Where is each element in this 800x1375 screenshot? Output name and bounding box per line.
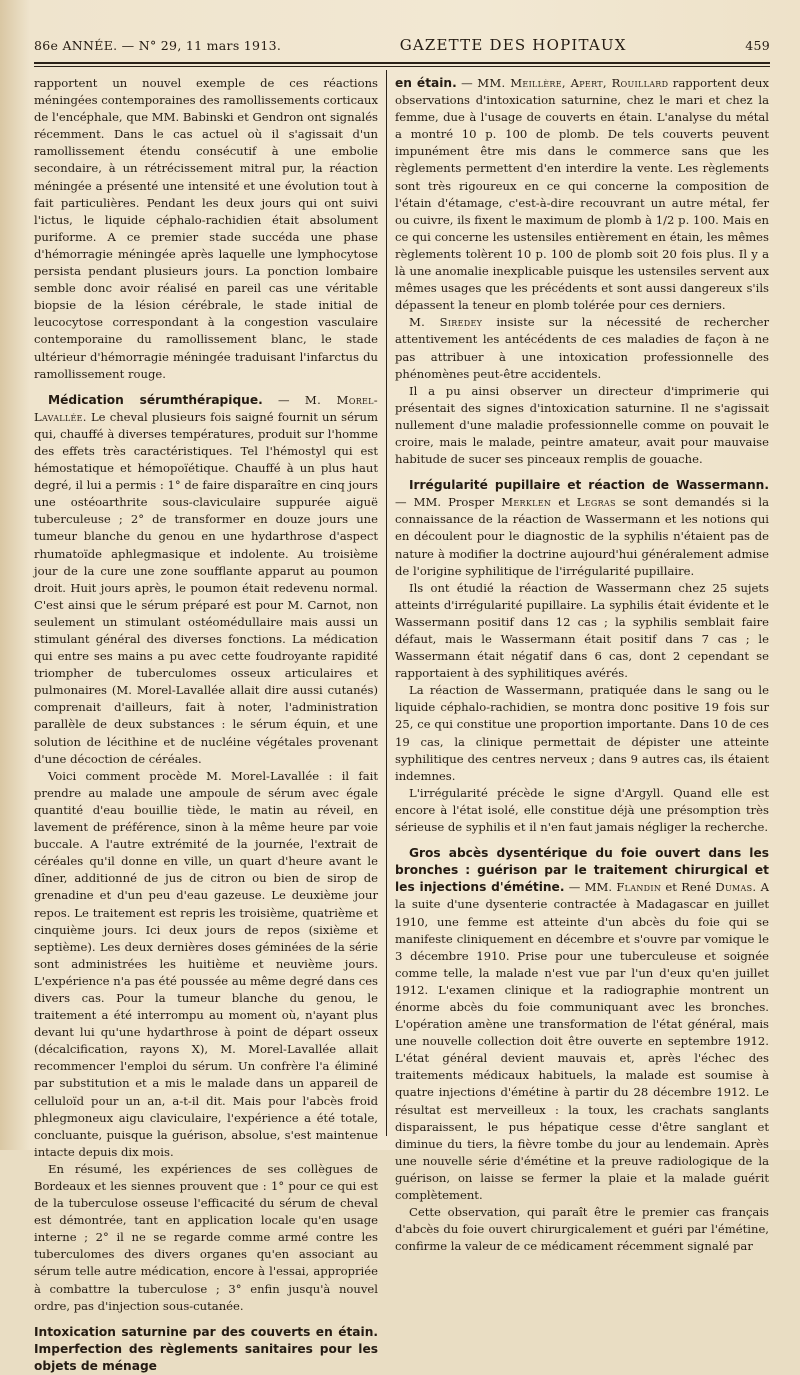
paragraph: L'irrégularité précède le signe d'Argyll. Quand elle est encore à l'état isolé, elle constitue déjà une présomption très sérieuse de syphilis et il n'en faut jamais négliger la recherche. [395,785,769,835]
header-rule-thick [34,62,770,64]
left-column [34,75,378,1373]
section-serum-therapy: Médication sérumthérapique. — M. Morel-Lavallée. Le cheval plusieurs fois saigné fournit un sérum qui, chauffé à diverses températures, produit sur l'homme des effets très caractéristiques. Tel l'hémostyl qui est hémostatique et hémopoïétique. Chauffé à un plus haut degré, il lui a permis : 1° de faire disparaître en cinq jours une ostéoarthrite sous-claviculaire suppurée aiguë tuberculeuse ; 2° de transformer en douze jours une tumeur blanche du genou en une hydarthrose d'aspect rhumatoïde aphlegmasique et indolente. Au troisième jour de la cure une zone soufflante apparut au poumon droit. Huit jours après, le poumon était redevenu normal. C'est ainsi que le sérum préparé est pour M. Carnot, non seulement un stimulant ostéomédullaire mais aussi un stimulant général des diverses fonctions. La médication qui entre ses mains a pu avec cette foudroyante rapidité triompher de tuberculomes osseux articulaires et pulmonaires (M. Morel-Lavallée allait dire aussi cutanés) comprenait d'ailleurs, fait à noter, l'administration parallèle de deux substances : le sérum équin, et une solution de lécithine et de nucléine végétales provenant d'une décoction de céréales. [34,392,378,766]
paragraph-text: A la suite d'une dysenterie contractée à Madagascar en juillet 1910, une femme est atteinte d'un abcès du foie qui se manifeste cliniquement en décembre et s'ouvre par vomique le 3 décembre 1910. Prise pour une tuberculeuse et soignée comme telle, la malade n'est vue par l'un d'eux qu'en juillet 1912. L'examen clinique et la radiographie montrent un énorme abcès du foie communiquant avec les bronches. L'opération amène une transformation de l'état général, mais une nouvelle collection doit être ouverte en septembre 1912. L'état général devient mauvais et, après l'échec des traitements médicaux habituels, la malade est soumise à quatre injections d'émétine à partir du 28 décembre 1912. Le résultat est merveilleux : la toux, les crachats sanglants disparaissent, le pus hépatique cesse d'être sanglant et diminue du tiers, la fièvre tombe du jour au lendemain. Après une nouvelle série d'émétine et la preuve radiologique de la guérison, on laisse se fermer la plaie et la malade guérit complètement. [395,880,770,1202]
author-joiner: et René [665,880,712,895]
right-column [395,75,770,1254]
paragraph-text: rapportent deux observations d'intoxication saturnine, chez le mari et chez la femme, due à l'usage de couverts en étain. L'analyse du métal a montré 10 p. 100 de plomb. De tels couverts peuvent impunément être mis dans le commerce sans que les règlements permettent d'en interdire la vente. Les règlements sont très rigoureux en ce qui concerne la composition de l'étain d'étamage, c'est-à-dire recouvrant un autre métal, fer ou cuivre, ils fixent le maximum de plomb à 1/2 p. 100. Mais en ce qui concerne les ustensiles entièrement en étain, les mêmes règlements tolèrent 10 p. 100 de plomb soit 20 fois plus. Il y a là une anomalie inexplicable puisque les ustensiles servent aux mêmes usages que les précédents et sont aussi dangereux s'ils dépassent la teneur en plomb tolérée pour ces derniers. [395,76,769,313]
section-liver-abscess: Gros abcès dysentérique du foie ouvert dans les bronches : guérison par le traitement chirurgical et les injections d'émétine. — MM. Flandin et René Dumas. A la suite d'une dysenterie contractée à Madagascar en juillet 1910, une femme est atteinte d'un abcès du foie qui se manifeste cliniquement en décembre et s'ouvre par vomique le 3 décembre 1910. Prise pour une tuberculeuse et soignée comme telle, la malade n'est vue par l'un d'eux qu'en juillet 1912. L'examen clinique et la radiographie montrent un énorme abcès du foie communiquant avec les bronches. L'opération amène une transformation de l'état général, mais une nouvelle collection doit être ouverte en septembre 1912. L'état général devient mauvais et, après l'échec des traitements médicaux habituels, la malade est soumise à quatre injections d'émétine à partir du 28 décembre 1912. Le résultat est merveilleux : la toux, les crachats sanglants disparaissent, le pus hépatique cesse d'être sanglant et diminue du tiers, la fièvre tombe du jour au lendemain. Après une nouvelle série d'émétine et la preuve radiologique de la guérison, on laisse se fermer la plaie et la malade guérit complètement. [395,846,770,1202]
author-prefix: MM. [584,880,613,895]
section-heading: Médication sérumthérapique. [48,392,263,407]
paragraph-text: insiste sur la nécessité de rechercher attentivement les antécédents de ces maladies de façon à ne pas attribuer à une intoxication professionnelle des phénomènes peut-être accidentels. [395,315,770,381]
author-name: M. Siredey [409,315,483,330]
author-name: M. Morel-Lavallée. [34,392,378,424]
paragraph [395,314,769,382]
paragraph-text: Le cheval plusieurs fois saigné fournit un sérum qui, chauffé à diverses températures, produit sur l'homme des effets très caractéristiques. Tel l'hémostyl qui est hémostatique et hémopoïétique. Chauffé à un plus haut degré, il lui a permis : 1° de faire disparaître en cinq jours une ostéoarthrite sous-claviculaire suppurée aiguë tuberculeuse ; 2° de transformer en douze jours une tumeur blanche du genou en une hydarthrose d'aspect rhumatoïde aphlegmasique et indolente. Au troisième jour de la cure une zone soufflante apparut au poumon droit. Huit jours après, le poumon était redevenu normal. C'est ainsi que le sérum préparé est pour M. Carnot, non seulement un stimulant ostéomédullaire mais aussi un stimulant général des diverses fonctions. La médication qui entre ses mains a pu avec cette foudroyante rapidité triompher de tuberculomes osseux articulaires et pulmonaires (M. Morel-Lavallée allait dire aussi cutanés) comprenait d'ailleurs, fait à noter, l'administration parallèle de deux substances : le sérum équin, et une solution de lécithine et de nucléine végétales provenant d'une décoction de céréales. [34,409,378,766]
paragraph: La réaction de Wassermann, pratiquée dans le sang ou le liquide céphalo-rachidien, se montra donc positive 19 fois sur 25, ce qui constitue une proportion importante. Dans 10 de ces 19 cas, la clinique permettait de dépister une atteinte syphilitique des centres nerveux ; dans 9 autres cas, ils étaient indemnes. [395,683,769,783]
page-header [34,36,770,58]
paragraph: rapportent un nouvel exemple de ces réactions méningées contemporaines des ramollissements corticaux de l'encéphale, que MM. Babinski et Gendron ont signalés récemment. Dans le cas actuel où il s'agissait d'un ramollissement étendu consécutif à une embolie secondaire, à un rétrécissement mitral pur, la réaction méningée a présenté une intensité et une évolution tout à fait particulières. Pendant les deux jours qui ont suivi l'ictus, le liquide céphalo-rachidien était absolument puriforme. A ce premier stade succéda une phase d'hémorragie méningée après laquelle une lymphocytose persista pendant plusieurs jours. La ponction lombaire semble donc avoir réalisé en pareil cas une véritable biopsie de la lésion cérébrale, le stade initial de leucocytose correspondant à la congestion vasculaire contemporaine du ramollissement blanc, le stade ultérieur d'hémorragie méningée traduisant l'infarctus du ramollissement rouge. [34,76,378,381]
author-name: Flandin [616,880,662,895]
author-joiner: et [558,495,570,510]
paragraph: Cette observation, qui paraît être le premier cas français d'abcès du foie ouvert chirurgicalement et guéri par l'émétine, confirme la valeur de ce médicament récemment signalé par [395,1205,769,1254]
author-name: Legras [576,495,616,510]
section-heading: Gros abcès dysentérique du foie ouvert dans les bronches : guérison par le traitement chirurgical et les injections d'émétine. [395,846,769,895]
section-heading: Intoxication saturnine par des couverts en étain. Imperfection des règlements sanitaires pour les objets de ménage [34,1324,378,1373]
paragraph: En résumé, les expériences de ses collègues de Bordeaux et les siennes prouvent que : 1° pour ce qui est de la tuberculose osseuse l'efficacité du sérum de cheval est démontrée, tant en application locale qu'en usage interne ; 2° il ne se regarde comme armé contre les tuberculomes des divers organes qu'en associant au sérum telle autre médication, encore à l'essai, appropriée à combattre la tuberculose ; 3° enfin jusqu'à nouvel ordre, pas d'injection sous-cutanée. [34,1161,378,1313]
issue-info: 86e ANNÉE. — N° 29, 11 mars 1913. [34,38,282,53]
page-number: 459 [745,38,770,53]
section-heading-lead-poisoning [34,1324,378,1375]
paragraph: Voici comment procède M. Morel-Lavallée : il fait prendre au malade une ampoule de sérum avec égale quantité d'eau bouillie tiède, le matin au réveil, en lavement de préférence, sinon à la même heure par voie buccale. A l'autre extrémité de la journée, l'extrait de céréales qu'il donne en ville, un quart d'heure avant le dîner, additionné de jus de citron ou bien de sirop de grenadine et d'un peu d'eau gazeuse. Le deuxième jour repos. Le traitement est repris les troisième, quatrième et cinquième jours. Ici deux jours de repos (sixième et septième). Les deux dernières doses géminées de la série sont administrées les huitième et neuvième jours. L'expérience n'a pas été poussée au même degré dans ces divers cas. Pour la tumeur blanche du genou, le traitement a été interrompu au moment où, n'ayant plus devant lui qu'une hydarthrose à point de départ osseux (décalcification, rayons X), M. Morel-Lavallée allait recommencer l'emploi du sérum. Un confrère l'a éliminé par substitution et a mis le malade dans un appareil de celluloïd pour un an, a-t-il dit. Mais pour l'abcès froid phlegmoneux aigu claviculaire, l'expérience a été totale, concluante, puisque la guérison, absolue, s'est maintenue intacte depuis dix mois. [34,768,378,1159]
column-divider [386,70,387,1136]
author-name: Merklen [501,495,552,510]
section-heading: en étain. [395,76,457,90]
author-names: MM. Meillère, Apert, Rouillard [477,76,669,90]
journal-title: GAZETTE DES HOPITAUX [399,36,627,54]
paragraph-text: se sont demandés si la connaissance de la réaction de Wassermann et les notions qui en découlent pour le diagnostic de la syphilis n'étaient pas de nature à modifier la doctrine aujourd'hui généralement admise de l'origine syphilitique de l'irrégularité pupillaire. [395,495,769,578]
paragraph: Il a pu ainsi observer un directeur d'imprimerie qui présentait des signes d'intoxication saturnine. Il ne s'agissait nullement d'une maladie professionnelle comme on pouvait le croire, mais le malade, peintre amateur, avait pour mauvaise habitude de sucer ses pinceaux remplis de gouache. [395,383,769,467]
section-lead-poisoning-cont: en étain. — MM. Meillère, Apert, Rouillard rapportent deux observations d'intoxication saturnine, chez le mari et chez la femme, due à l'usage de couverts en étain. L'analyse du métal a montré 10 p. 100 de plomb. De tels couverts peuvent impunément être mis dans le commerce sans que les règlements permettent d'en interdire la vente. Les règlements sont très rigoureux en ce qui concerne la composition de l'étain d'étamage, c'est-à-dire recouvrant un autre métal, fer ou cuivre, ils fixent le maximum de plomb à 1/2 p. 100. Mais en ce qui concerne les ustensiles entièrement en étain, les mêmes règlements tolèrent 10 p. 100 de plomb soit 20 fois plus. Il y a là une anomalie inexplicable puisque les ustensiles servent aux mêmes usages que les précédents et sont aussi dangereux s'ils dépassent la teneur en plomb tolérée pour ces derniers. [395,76,769,313]
author-name: Dumas. [715,880,757,895]
header-rule-thin [34,66,770,67]
author-prefix: MM. Prosper [413,495,495,510]
section-heading: Irrégularité pupillaire et réaction de Wassermann. [409,478,769,493]
paragraph: Ils ont étudié la réaction de Wassermann chez 25 sujets atteints d'irrégularité pupillaire. La syphilis était évidente et le Wassermann positif dans 12 cas ; la syphilis semblait faire défaut, mais le Wassermann était positif dans 7 cas ; le Wassermann était négatif dans 6 cas, dont 2 cependant se rapportaient à des syphilitiques avérés. [395,580,769,681]
section-pupillary: Irrégularité pupillaire et réaction de Wassermann. — MM. Prosper Merklen et Legras se sont demandés si la connaissance de la réaction de Wassermann et les notions qui en découlent pour le diagnostic de la syphilis n'étaient pas de nature à modifier la doctrine aujourd'hui généralement admise de l'origine syphilitique de l'irrégularité pupillaire. [395,478,769,578]
